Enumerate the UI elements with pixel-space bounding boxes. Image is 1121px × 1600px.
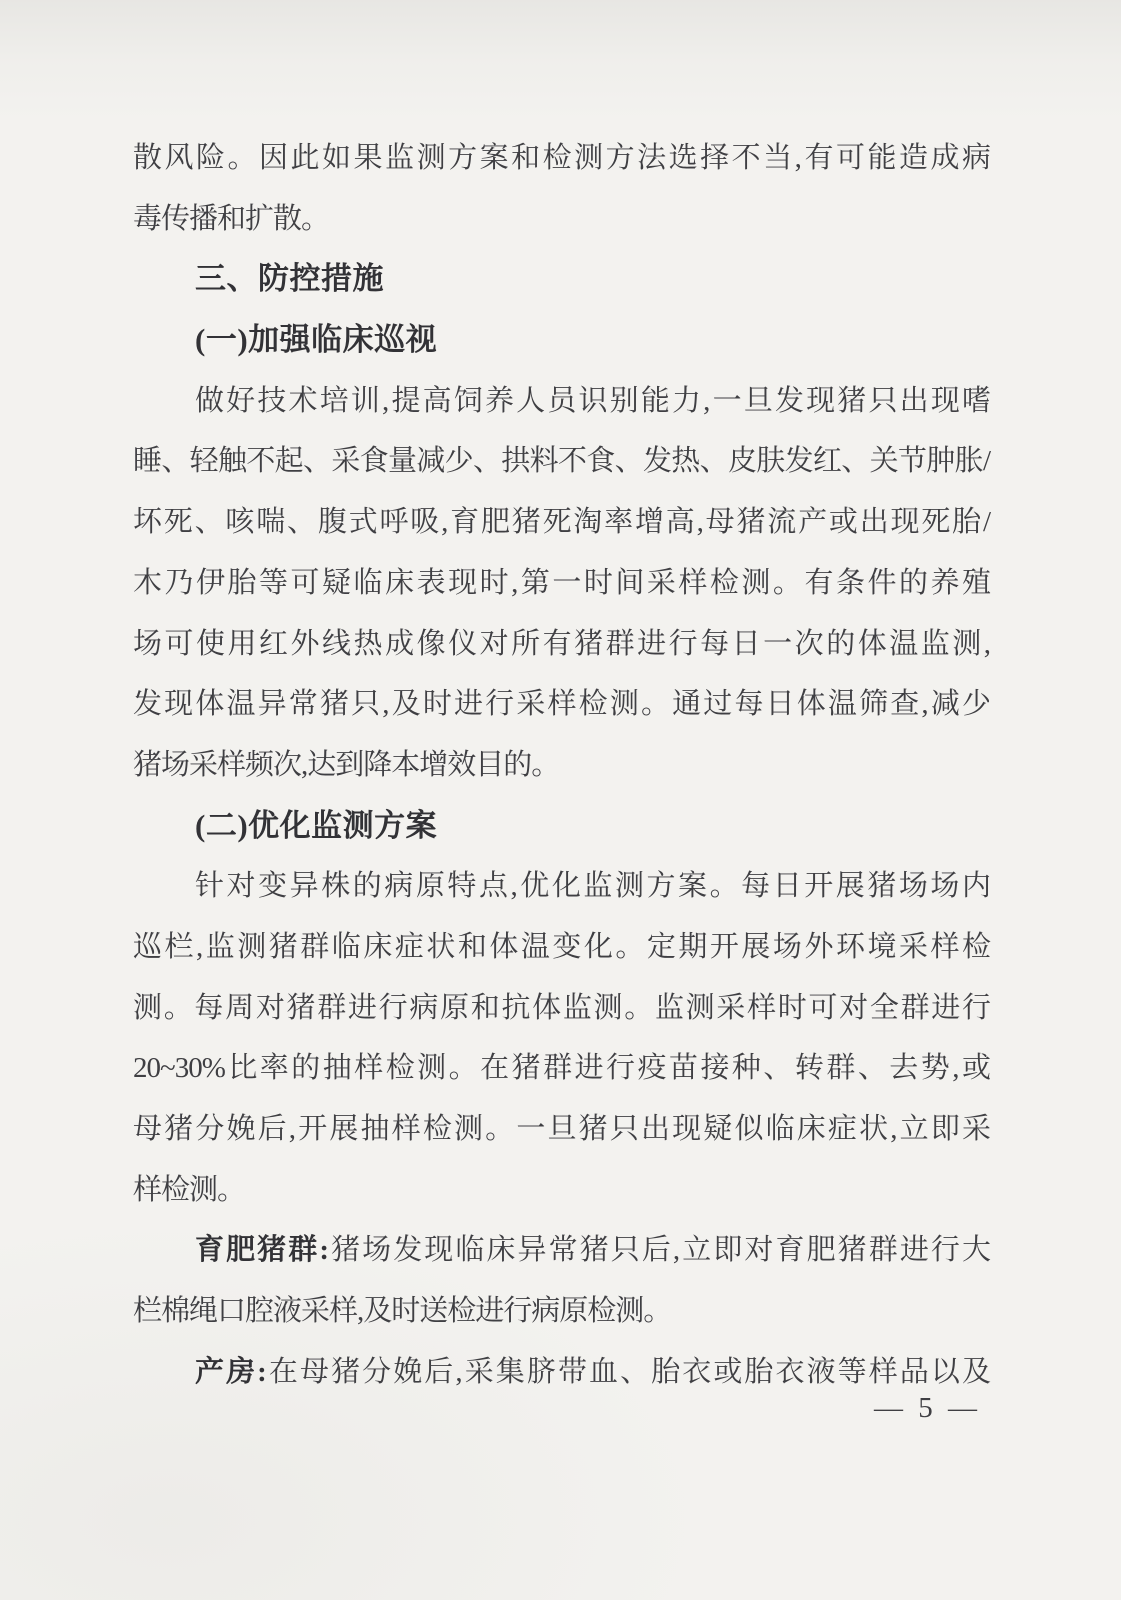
body-line: 发现体温异常猪只,及时进行采样检测。通过每日体温筛查,减少 [133, 688, 990, 721]
body-line [133, 1220, 990, 1281]
subsection-heading-2: (二)优化监测方案 [195, 807, 438, 843]
body-line: 栏棉绳口腔液采样,及时送检进行病原检测。 [133, 1295, 672, 1328]
body-line: 场可使用红外线热成像仪对所有猪群进行每日一次的体温监测, [133, 627, 990, 660]
document-body [133, 128, 990, 1402]
body-line: 睡、轻触不起、采食量减少、拱料不食、发热、皮肤发红、关节肿胀/ [133, 445, 990, 478]
body-line: 毒传播和扩散。 [133, 202, 330, 235]
page-number: — 5 — [874, 1392, 981, 1424]
body-line: 做好技术培训,提高饲养人员识别能力,一旦发现猪只出现嗜 [195, 384, 990, 417]
body-line: 针对变异株的病原特点,优化监测方案。每日开展猪场场内 [195, 870, 990, 903]
body-line: 测。每周对猪群进行病原和抗体监测。监测采样时可对全群进行 [133, 991, 990, 1024]
paragraph-lead-farrowing-room: 产房: [195, 1355, 266, 1388]
body-line: 母猪分娩后,开展抽样检测。一旦猪只出现疑似临床症状,立即采 [133, 1113, 990, 1145]
subsection-heading-1: (一)加强临床巡视 [195, 322, 438, 358]
paragraph-text: 在母猪分娩后,采集脐带血、胎衣或胎衣液等样品以及 [265, 1355, 990, 1388]
body-line [133, 1342, 990, 1403]
body-line: 散风险。因此如果监测方案和检测方法选择不当,有可能造成病 [133, 142, 990, 174]
body-line: 猪场采样频次,达到降本增效目的。 [133, 748, 560, 781]
body-line: 巡栏,监测猪群临床症状和体温变化。定期开展场外环境采样检 [133, 930, 990, 963]
body-line: 木乃伊胎等可疑临床表现时,第一时间采样检测。有条件的养殖 [133, 566, 990, 599]
body-line: 样检测。 [133, 1173, 246, 1206]
body-line: 20~30%比率的抽样检测。在猪群进行疫苗接种、转群、去势,或 [133, 1052, 990, 1085]
paragraph-text: 猪场发现临床异常猪只后,立即对育肥猪群进行大 [327, 1234, 990, 1267]
paragraph-lead-fattening-herd: 育肥猪群: [195, 1234, 328, 1267]
section-heading: 三、防控措施 [195, 261, 384, 297]
body-line: 坏死、咳喘、腹式呼吸,育肥猪死淘率增高,母猪流产或出现死胎/ [133, 506, 990, 539]
